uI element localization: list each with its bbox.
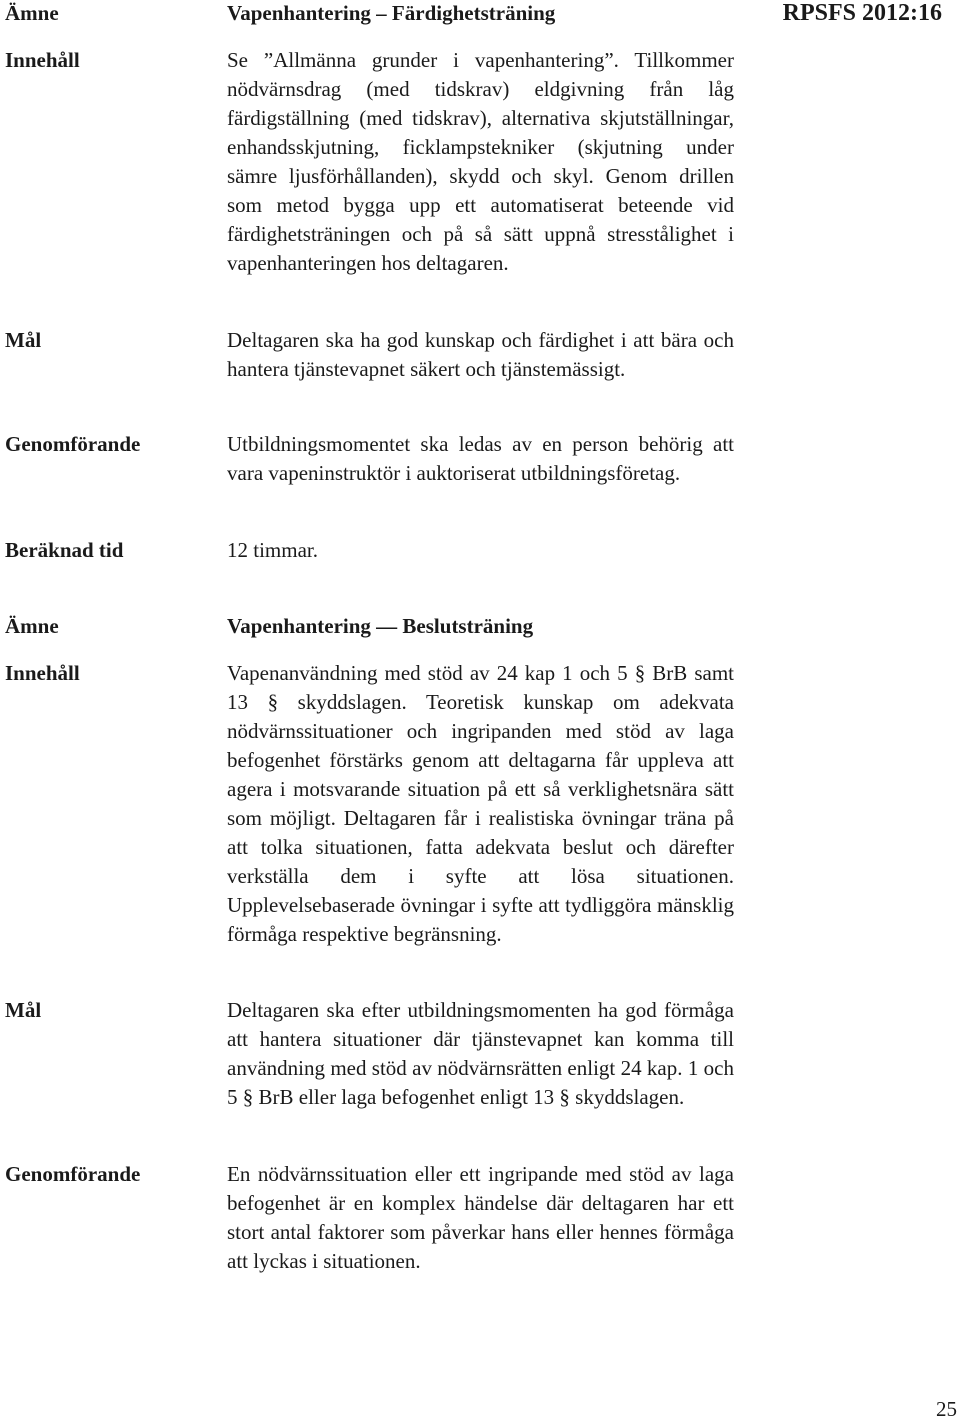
page-number: 25 [936, 1397, 957, 1421]
innehall-label: Innehåll [5, 48, 80, 72]
innehall-text: Se ”Allmänna grunder i vapenhantering”. Tillkommer nödvärnsdrag (med tidskrav) eldgivning från låg färdigställning (med tidskrav), alternativa skjutställningar, enhandsskjutning, ficklampstekniker (skjutning under sämre ljusförhållanden), skydd och skyl. Genom drillen som metod bygga upp ett automatiserat beteende vid färdighetsträningen och på så sätt uppnå stresstålighet i vapenhanteringen hos deltagaren. [227, 48, 734, 275]
mal-text: Deltagaren ska ha god kunskap och färdighet i att bära och hantera tjänstevapnet säkert och tjänstemässigt. [227, 328, 734, 381]
mal-label: Mål [5, 328, 42, 352]
amne-label: Ämne [5, 614, 59, 638]
topic-title: Vapenhantering — Beslutsträning [227, 614, 534, 638]
genomforande-text: Utbildningsmomentet ska ledas av en person behörig att vara vapeninstruktör i auktoriserat utbildningsföretag. [227, 432, 734, 485]
mal-text: Deltagaren ska efter utbildningsmomenten ha god förmåga att hantera situationer där tjänstevapnet kan komma till användning med stöd av nödvärnsrätten enligt 24 kap. 1 och 5 § BrB eller laga befogenhet enligt 13 § skyddslagen. [227, 998, 734, 1109]
topic-title: Vapenhantering – Färdighetsträning [227, 1, 556, 25]
regulation-number: RPSFS 2012:16 [782, 0, 942, 26]
genomforande-label: Genomförande [5, 432, 141, 456]
amne-label: Ämne [5, 1, 59, 25]
genomforande-label: Genomförande [5, 1162, 141, 1186]
innehall-label: Innehåll [5, 661, 80, 685]
mal-label: Mål [5, 998, 42, 1022]
innehall-text: Vapenanvändning med stöd av 24 kap 1 och 5 § BrB samt 13 § skyddslagen. Teoretisk kunskap om adekvata nödvärnssituationer och ingripanden med stöd av laga befogenhet förstärks genom att deltagarna får uppleva att agera i motsvarande situation på ett så verklighetsnära sätt som möjligt. Deltagaren får i realistiska övningar träna på att tolka situationen, fatta adekvata beslut och därefter verkställa dem i syfte att lösa situationen. Upplevelsebaserade övningar i syfte att tydliggöra mänsklig förmåga respektive begränsning. [227, 661, 734, 946]
genomforande-text: En nödvärnssituation eller ett ingripande med stöd av laga befogenhet är en komplex händelse där deltagaren har ett stort antal faktorer som påverkar hans eller hennes förmåga att lyckas i situationen. [227, 1162, 734, 1273]
beraknad-tid-label: Beräknad tid [5, 538, 124, 562]
beraknad-tid-text: 12 timmar. [227, 538, 318, 562]
